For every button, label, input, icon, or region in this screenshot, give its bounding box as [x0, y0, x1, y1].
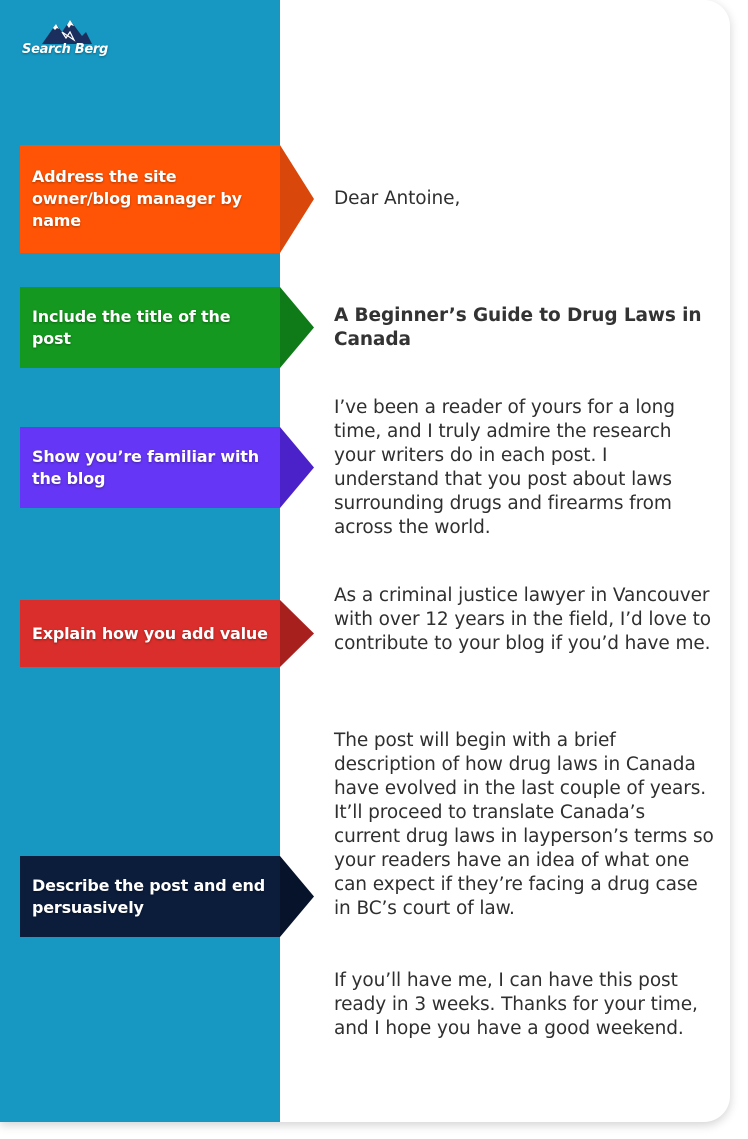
step-2-text: A Beginner’s Guide to Drug Laws in Canada [334, 305, 702, 350]
step-4-arrow-icon [280, 600, 314, 667]
step-2-tag [20, 287, 280, 368]
step-5-tag [20, 856, 280, 937]
step-4-tag [20, 600, 280, 667]
step-5-closing-text: If you’ll have me, I can have this post ready in 3 weeks. Thanks for your time, and I hope you have a good weekend. [334, 970, 698, 1039]
step-3-text: I’ve been a reader of yours for a long time, and I truly admire the research your writers do in each post. I understand that you post about laws surrounding drugs and firearms from across the world. [334, 397, 675, 538]
brand-logo [20, 18, 112, 64]
step-1-tag [20, 145, 280, 253]
step-5-text: The post will begin with a brief description of how drug laws in Canada have evolved in the last couple of years. It’ll proceed to translate Canada’s current drug laws in layperson’s terms so your readers have an idea of what one can expect if they’re facing a drug case in BC’s court of law. [334, 730, 714, 919]
step-2-label: Include the title of the post [32, 306, 231, 348]
step-3-arrow-icon [280, 427, 314, 508]
step-1-text: Dear Antoine, [334, 188, 461, 209]
step-2-arrow-icon [280, 287, 314, 368]
step-4-text: As a criminal justice lawyer in Vancouver with over 12 years in the field, I’d love to contribute to your blog if you’d have me. [334, 585, 711, 654]
step-3-tag [20, 427, 280, 508]
mountain-icon [40, 18, 92, 44]
step-1-label: Address the site owner/blog manager by name [32, 167, 242, 230]
step-4-label: Explain how you add value [32, 623, 268, 643]
brand-name: Search Berg [22, 42, 108, 57]
step-1-arrow-icon [280, 145, 314, 253]
step-5-label: Describe the post and end persuasively [32, 875, 265, 917]
step-3-label: Show you’re familiar with the blog [32, 446, 259, 488]
step-5-arrow-icon [280, 856, 314, 937]
